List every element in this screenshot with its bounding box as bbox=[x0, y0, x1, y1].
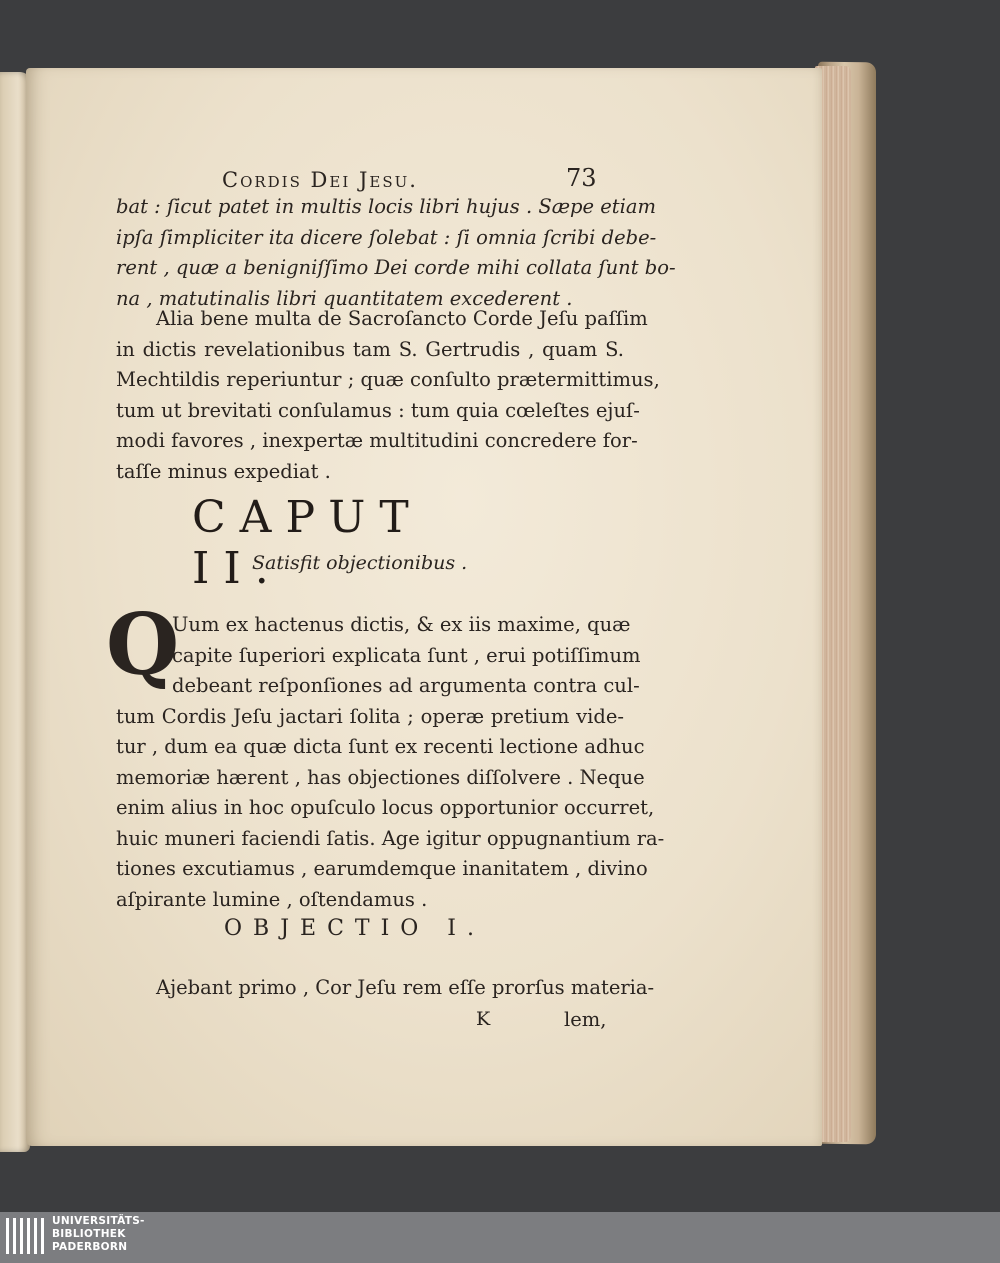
text-line: Mechtildis reperiuntur ; quæ conſulto prætermittimus, bbox=[116, 368, 660, 391]
library-name-line: BIBLIOTHEK bbox=[52, 1228, 126, 1240]
text-line: Alia bene multa de Sacroſancto Corde Jeſu paſſim bbox=[156, 307, 648, 330]
signature-mark: K bbox=[476, 1008, 491, 1030]
library-name bbox=[52, 1215, 145, 1254]
italic-line: bat : ſicut patet in multis locis libri hujus . Sæpe etiam bbox=[116, 195, 656, 218]
text-line: in dictis revelationibus tam S. Gertrudis , quam S. bbox=[116, 337, 624, 361]
text-line: tiones excutiamus , earumdemque inanitatem , divino bbox=[116, 857, 648, 880]
paragraph-ajebant bbox=[116, 973, 655, 1004]
italic-line: na , matutinalis libri quantitatem excederent . bbox=[116, 286, 573, 310]
italic-quote-block bbox=[116, 192, 676, 314]
text-line: capite ſuperiori explicata ſunt , erui potiſſimum bbox=[172, 643, 641, 667]
paragraph-alia bbox=[116, 304, 660, 487]
text-line: tum Cordis Jeſu jactari ſolita ; operæ pretium vide- bbox=[116, 704, 624, 728]
text-line: taſſe minus expediat . bbox=[116, 459, 331, 483]
library-name-line: UNIVERSITÄTS- bbox=[52, 1215, 145, 1227]
text-line: memoriæ hærent , has objectiones diſſolvere . Neque bbox=[116, 765, 645, 789]
text-line: debeant reſponſiones ad argumenta contra cul- bbox=[172, 674, 640, 697]
paragraph-quum bbox=[116, 610, 665, 915]
page-number: 73 bbox=[566, 164, 597, 192]
text-line: Uum ex hactenus dictis, & ex iis maxime, quæ bbox=[172, 613, 631, 636]
chapter-title: CAPUT II. bbox=[192, 492, 423, 594]
running-head bbox=[222, 164, 622, 192]
library-logo-icon bbox=[4, 1216, 46, 1256]
catchword: lem, bbox=[564, 1008, 607, 1031]
objection-title: OBJECTIO I. bbox=[224, 916, 485, 941]
text-line: tum ut brevitati conſulamus : tum quia cœleſtes ejuſ- bbox=[116, 398, 640, 422]
text-line: huic muneri faciendi ſatis. Age igitur oppugnantium ra- bbox=[116, 826, 665, 850]
italic-line: ipſa ſimpliciter ita dicere ſolebat : ſi omnia ſcribi debe- bbox=[116, 225, 657, 249]
text-line: enim alius in hoc opuſculo locus opportunior occurret, bbox=[116, 796, 655, 819]
text-line: aſpirante lumine , oſtendamus . bbox=[116, 887, 428, 911]
footer-bar bbox=[0, 1212, 1000, 1263]
text-line: tur , dum ea quæ dicta ſunt ex recenti lectione adhuc bbox=[116, 735, 645, 758]
drop-cap: Q bbox=[106, 595, 180, 694]
library-name-line: PADERBORN bbox=[52, 1241, 128, 1253]
book-page bbox=[26, 68, 822, 1146]
italic-line: rent , quæ a benigniſſimo Dei corde mihi collata ſunt bo- bbox=[116, 256, 676, 279]
text-line: modi favores , inexpertæ multitudini concredere for- bbox=[116, 429, 638, 452]
chapter-subtitle: Satisfit objectionibus . bbox=[252, 552, 468, 574]
text-line: Ajebant primo , Cor Jeſu rem eſſe prorſus materia- bbox=[156, 976, 655, 999]
running-head-title: Cordis Dei Jesu. bbox=[222, 168, 418, 192]
